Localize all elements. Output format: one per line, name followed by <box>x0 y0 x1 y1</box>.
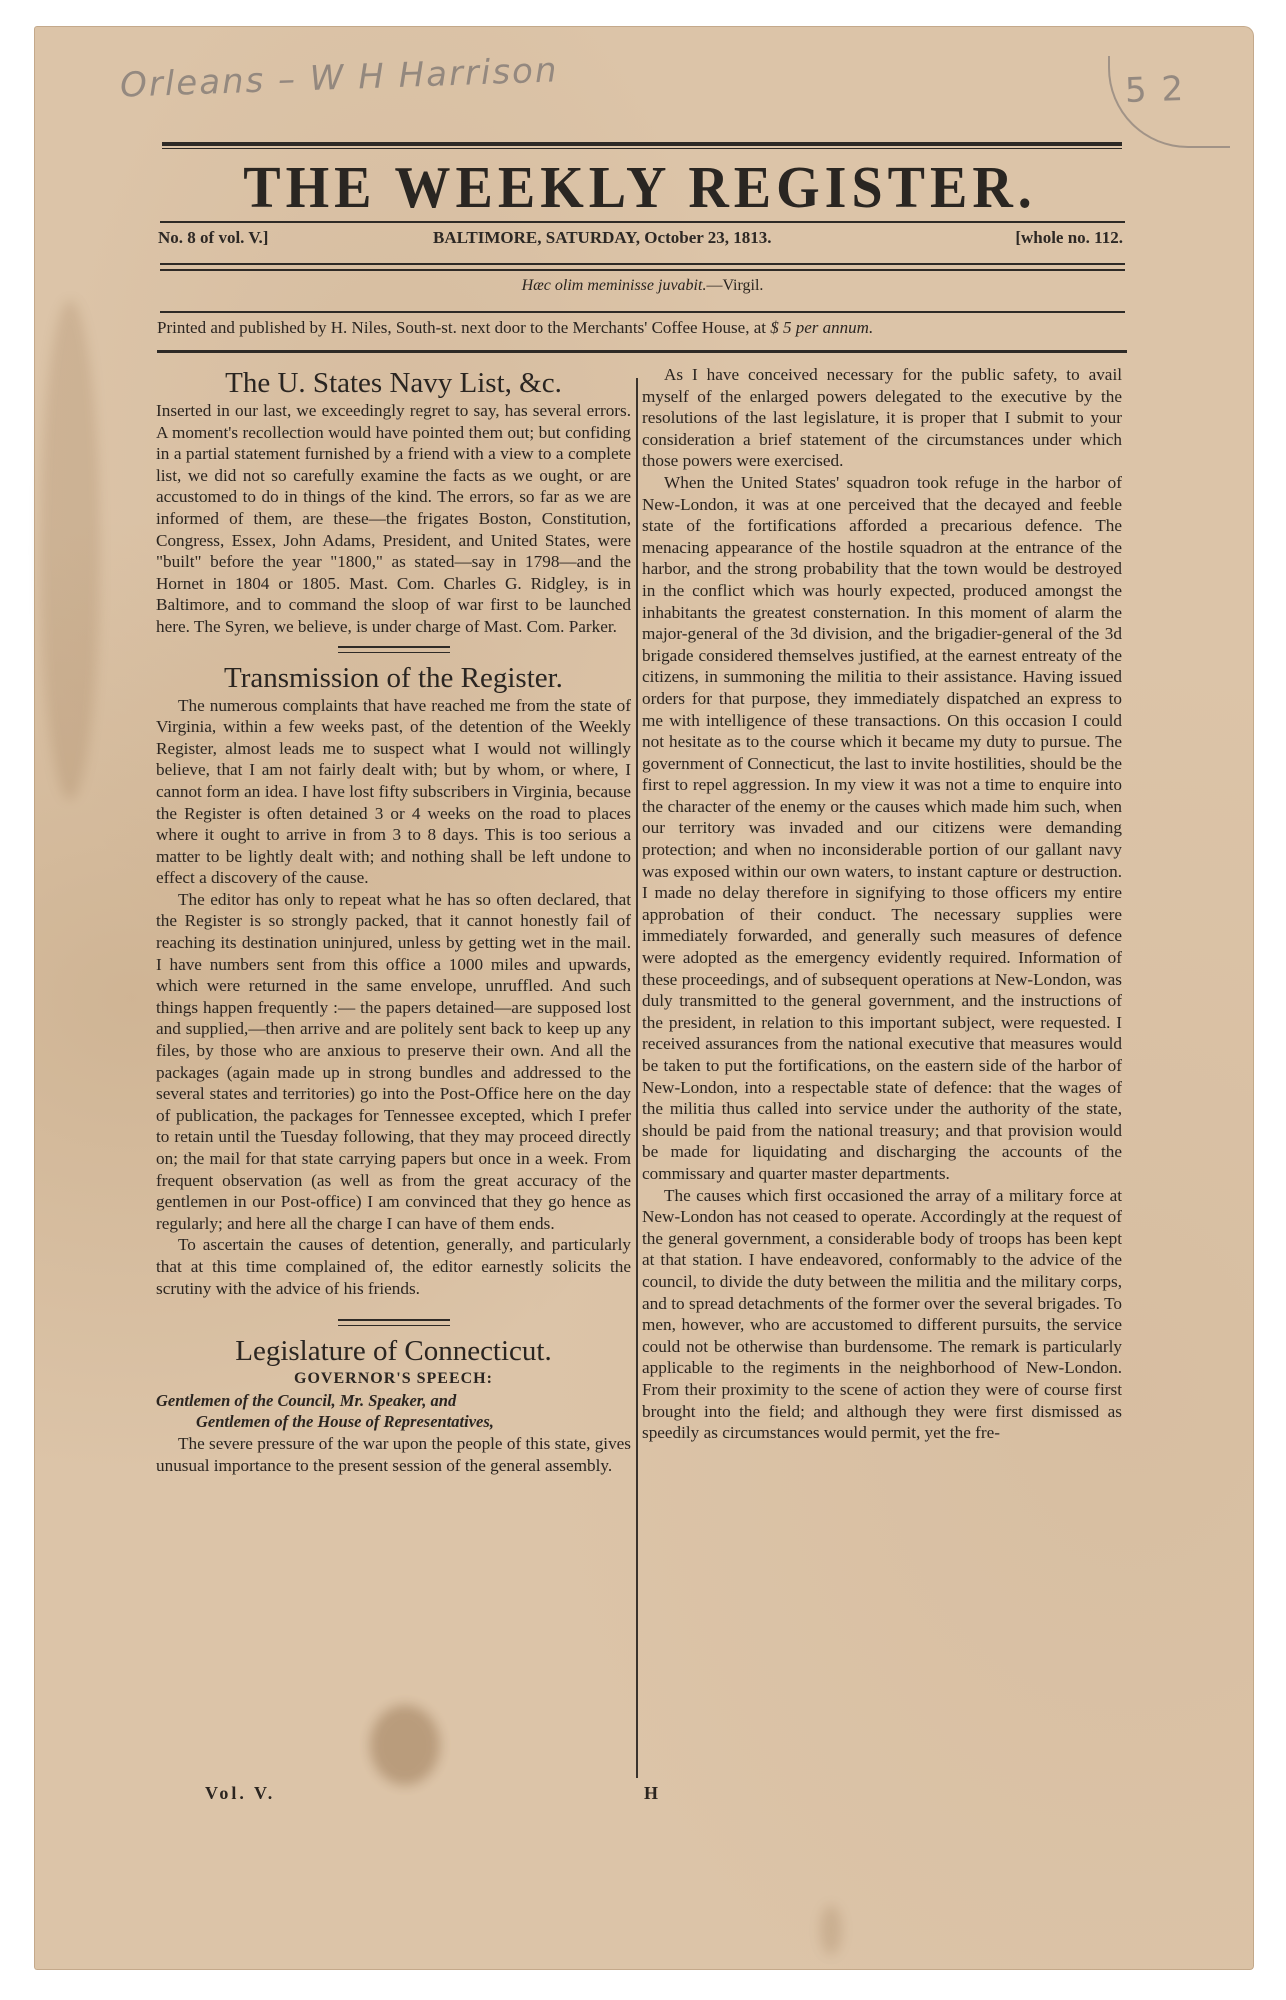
article-heading-transmission: Transmission of the Register. <box>224 661 563 694</box>
dateline-rule-2 <box>160 269 1125 271</box>
handwritten-annotation: Orleans – W H Harrison <box>119 50 560 106</box>
speech-paragraph: The causes which first occasioned the array of a military force at New-London has not ceased to operate. Accordingly at the request of the general government, a considerable body of troops has been kept at that station. I have endeavored, conformably to the advice of the council, to divide the duty between the militia and the military corps, and to spread detachments of the former over the several brigades. To men, however, who are accustomed to different pursuits, the service could not be otherwise than burdensome. The remark is particularly applicable to the regiments in the neighborhood of New-London. From their proximity to the scene of action they were of course first brought into the field; and although they were first dismissed as speedily as circumstances would permit, yet the fre- <box>642 1185 1122 1443</box>
article-paragraph: The numerous complaints that have reached me from the state of Virginia, within a few weeks past, of the detention of the Weekly Register, almost leads me to suspect what I would not willingly believe, that I am not fairly dealt with; but by whom, or where, I cannot form an idea. I have lost fifty subscribers in Virginia, because the Register is often detained 3 or 4 weeks on the road to places where it ought to arrive in from 3 to 8 days. This is too serious a matter to be lightly dealt with; and nothing shall be left undone to effect a discovery of the cause. <box>156 695 631 888</box>
left-column <box>156 366 631 1476</box>
volume-footer: Vol. V. <box>205 1783 276 1803</box>
salutation-line-1: Gentlemen of the Council, Mr. Speaker, and <box>156 1390 457 1410</box>
imprint-line <box>157 318 1127 338</box>
speech-paragraph: When the United States' squadron took refuge in the harbor of New-London, it was at one perceived that the decayed and feeble state of the fortifications afforded a precarious defence. The menacing appearance of the hostile squadron at the entrance of the harbor, and the strong probability that the town would be destroyed in the conflict which was hourly expected, produced amongst the inhabitants the greatest consternation. In this moment of alarm the major-general of the 3d division, and the brigadier-general of the 3d brigade considered themselves justified, at the earnest entreaty of the citizens, in summoning the militia to their assistance. Having issued orders for that purpose, they immediately dispatched an express to me with intelligence of these transactions. On this occasion I could not hesitate as to the course which it became my duty to pursue. The government of Connecticut, the last to invite hostilities, should be the first to repel aggression. In my view it was not a time to enquire into the character of the enemy or the causes which made him such, when our territory was invaded and our citizens were demanding protection; and when no inconsiderable portion of our gallant navy was exposed within our own waters, to instant capture or destruction. I made no delay therefore in signifying to those officers my entire approbation of their conduct. The necessary supplies were immediately forwarded, and generally such measures of defence were adopted as the emergency evidently required. Information of these proceedings, and of subsequent operations at New-London, was duly transmitted to the general government, and the instructions of the president, in relation to this important subject, were requested. I received assurances from the national executive that measures would be taken to put the fortifications, on the eastern side of the harbor of New-London, into a respectable state of defence: that the wages of the militia thus called into service under the authority of the state, should be paid from the national treasury; and that provision would be made for liquidating and discharging the accounts of the commissary and quarter master departments. <box>642 472 1122 1183</box>
article-paragraph: To ascertain the causes of detention, generally, and particularly that at this time complained of, the editor earnestly solicits the scrutiny with the advice of his friends. <box>156 1235 631 1298</box>
article-heading-legislature: Legislature of Connecticut. <box>235 1335 552 1368</box>
article-paragraph: The editor has only to repeat what he has so often declared, that the Register is so strongly packed, that it cannot honestly fail of reaching its destination uninjured, unless by getting wet in the mail. I have numbers sent from this office a 1000 miles and upwards, which were returned in the same envelope, unruffled. And such things happen frequently :— the papers detained—are supposed lost and supplied,—then arrive and are politely sent back to keep up any files, by those who are anxious to preserve their own. And all the packages (again made up in strong bundles and addressed to the several states and territories) go into the Post-Office here on the day of publication, the packages for Tennessee excepted, which I prefer to retain until the Tuesday following, that they may proceed directly on; the mail for that state carrying papers but once in a week. From frequent observation (as well as from the great accuracy of the gentlemen in our Post-office) I am convinced that they go hence as regularly; and here all the charge I can have of them ends. <box>156 889 631 1233</box>
article-heading-navy-list: The U. States Navy List, &c. <box>225 367 562 399</box>
issue-number: No. 8 of vol. V.] <box>158 228 269 247</box>
handwritten-page-number: 5 2 <box>1124 68 1186 112</box>
whole-number: [whole no. 112. <box>1015 228 1123 247</box>
speech-paragraph: As I have conceived necessary for the public safety, to avail myself of the enlarged powers delegated to the executive by the resolutions of the last legislature, it is proper that I submit to your consideration a brief statement of the circumstances under which those powers were exercised. <box>642 365 1122 471</box>
motto-author: —Virgil. <box>706 277 764 294</box>
motto-rule <box>160 311 1125 313</box>
article-paragraph: The severe pressure of the war upon the people of this state, gives unusual importance to the present session of the general assembly. <box>156 1433 631 1475</box>
right-column <box>642 364 1122 1444</box>
column-divider <box>636 378 638 1778</box>
motto <box>160 277 1125 295</box>
imprint-price: $ 5 per annum. <box>770 318 874 337</box>
masthead-title: THE WEEKLY REGISTER. <box>243 155 1037 221</box>
subheading-governors-speech: GOVERNOR'S SPEECH: <box>294 1370 493 1388</box>
dateline-rule-1 <box>160 263 1125 265</box>
section-separator <box>338 1319 450 1326</box>
masthead-top-rule <box>162 142 1122 146</box>
masthead-rule <box>160 221 1125 223</box>
masthead-top-rule-thin <box>162 148 1122 149</box>
imprint-text: Printed and published by H. Niles, South-st. next door to the Merchants' Coffee House, at <box>157 318 771 337</box>
dateline-bar <box>158 228 1123 250</box>
section-separator <box>338 646 450 653</box>
signature-mark: H <box>644 1783 662 1803</box>
motto-latin: Hæc olim meminisse juvabit. <box>521 277 707 294</box>
imprint-rule <box>157 350 1127 353</box>
article-body-navy-list: Inserted in our last, we exceedingly regret to say, has several errors. A moment's recollection would have pointed them out; but confiding in a partial statement furnished by a friend with a view to a complete list, we did not so carefully examine the facts as we ought, or are accustomed to do in things of the kind. The errors, so far as we are informed of them, are these—the frigates Boston, Constitution, Congress, Essex, John Adams, President, and United States, were "built" before the year "1800," as stated—say in 1798—and the Hornet in 1804 or 1805. Mast. Com. Charles G. Ridgley, is in Baltimore, and to command the sloop of war first to be launched here. The Syren, we believe, is under charge of Mast. Com. Parker. <box>156 401 631 636</box>
date-location: BALTIMORE, SATURDAY, October 23, 1813. <box>433 228 772 247</box>
salutation-line-2: Gentlemen of the House of Representatives, <box>196 1412 494 1432</box>
